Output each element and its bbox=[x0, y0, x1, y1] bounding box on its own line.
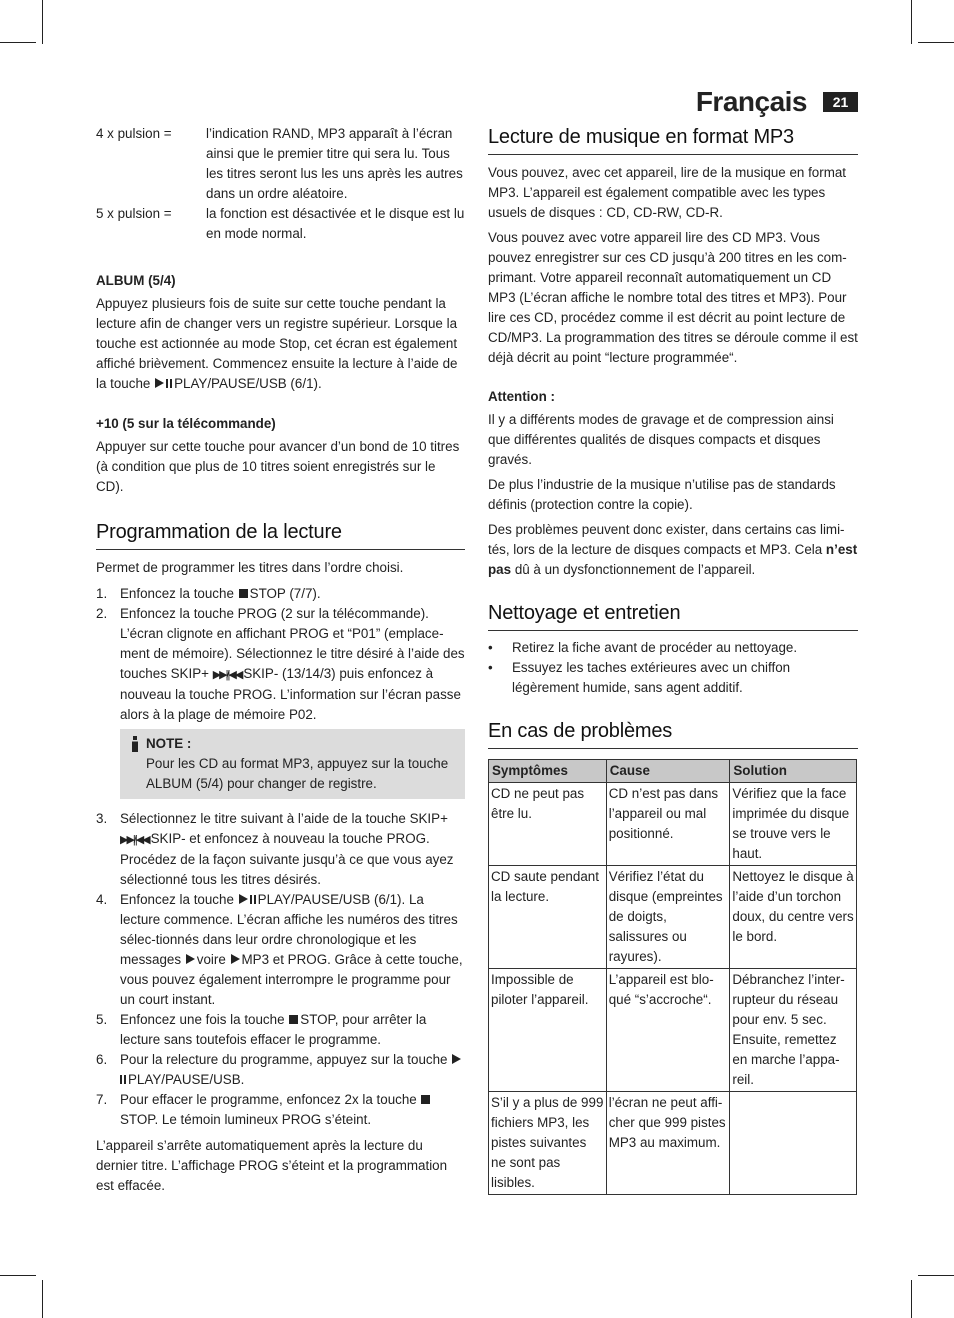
stop-icon bbox=[421, 1095, 430, 1104]
mp3-paragraph: Vous pouvez avec votre appareil lire des CD MP3. Vous pouvez enregistrer sur ces CD jusqu’à 200 titres en les com-primant. Votre appareil reconnaît automatiquement un CD MP3 (L’écran affiche le nombre total des titres et MP3). Pour lire ces CD, procédez comme il est décrit au point lecture de CD/MP3. La programmation des titres se déroule comme il est déjà décrit au point “lecture programmée“. bbox=[488, 230, 858, 365]
right-column bbox=[488, 124, 858, 1195]
step-text: MP3 et PROG. Grâce à cette touche, vous pouvez également interrompre le programme pour un court instant. bbox=[120, 952, 463, 1007]
album-title: ALBUM (5/4) bbox=[96, 273, 176, 288]
page-language-title: Français bbox=[695, 86, 807, 117]
programming-intro: Permet de programmer les titres dans l’ordre choisi. bbox=[96, 560, 404, 575]
step-text: SKIP- (13/14/3) puis enfoncez à nouveau la touche PROG. L’information sur l’écran passe alors à la plage de mémoire P02. bbox=[120, 666, 461, 722]
info-icon bbox=[130, 736, 140, 752]
rand-row bbox=[96, 124, 465, 204]
list-item bbox=[96, 890, 465, 1010]
step-text: Enfoncez la touche PROG (2 sur la télécommande). L’écran clignote en affichant PROG et “P01” (emplace-ment de mémoire). Sélectionnez le titre désiré à l’aide des touches SKIP+ bbox=[120, 606, 465, 681]
table-cell: Vérifiez que la face imprimée du disque se trouve vers le haut. bbox=[730, 783, 857, 866]
column-header-symptoms: Symptômes bbox=[489, 760, 607, 783]
table-cell bbox=[730, 1092, 857, 1195]
programming-heading: Programmation de la lecture bbox=[96, 519, 465, 550]
table-cell: l’écran ne peut affi-cher que 999 pistes MP3 au maximum. bbox=[606, 1092, 730, 1195]
attention-paragraph: De plus l’industrie de la musique n’utilise pas de standards définis (protection contre la copie). bbox=[488, 477, 836, 512]
plus10-title: +10 (5 sur la télécommande) bbox=[96, 416, 276, 431]
step-text: STOP. Le témoin lumineux PROG s’éteint. bbox=[120, 1112, 372, 1127]
step-number: 2. bbox=[96, 606, 108, 621]
play-icon bbox=[239, 894, 248, 904]
step-number: 4. bbox=[96, 892, 108, 907]
step-text: STOP, pour arrêter la lecture sans toutefois effacer le programme. bbox=[120, 1012, 427, 1047]
skip-icons: ▶▶|/|◀◀ bbox=[212, 669, 242, 681]
rand-row-value: l’indication RAND, MP3 apparaît à l’écran ainsi que le premier titre qui sera lu. Tous les titres seront lus les uns après les autres dans un ordre aléatoire. bbox=[206, 126, 463, 201]
cleaning-item: Retirez la fiche avant de procéder au nettoyage. bbox=[512, 640, 798, 655]
list-item bbox=[96, 1050, 465, 1090]
note-box bbox=[120, 729, 465, 799]
attention-paragraph: Il y a différents modes de gravage et de compression ainsi que différentes qualités de disques compacts et disques gravés. bbox=[488, 412, 834, 467]
attention-text: dû à un dysfonctionnement de l’appareil. bbox=[514, 562, 756, 577]
play-icon bbox=[231, 954, 240, 964]
troubleshooting-table bbox=[488, 759, 857, 1195]
bullet: • bbox=[488, 640, 493, 655]
table-cell: CD n’est pas dans l’appareil ou mal positionné. bbox=[606, 783, 730, 866]
table-cell: CD saute pendant la lecture. bbox=[489, 866, 607, 969]
crop-mark bbox=[911, 0, 912, 44]
pause-icon bbox=[120, 1075, 126, 1084]
pause-icon bbox=[166, 379, 172, 388]
rand-row-value: la fonction est désactivée et le disque est lu en mode normal. bbox=[206, 206, 465, 241]
crop-mark bbox=[0, 42, 36, 43]
table-row bbox=[489, 783, 857, 866]
play-icon bbox=[186, 954, 195, 964]
rand-row-key: 5 x pulsion = bbox=[96, 206, 172, 221]
step-number: 1. bbox=[96, 586, 108, 601]
album-text bbox=[96, 294, 465, 394]
troubleshooting-heading: En cas de problèmes bbox=[488, 718, 858, 749]
step-text: PLAY/PAUSE/USB. bbox=[128, 1072, 245, 1087]
table-cell: S’il y a plus de 999 fichiers MP3, les pistes suivantes ne sont pas lisibles. bbox=[489, 1092, 607, 1195]
table-row bbox=[489, 969, 857, 1092]
pause-icon bbox=[250, 895, 256, 904]
list-item bbox=[488, 638, 858, 658]
cleaning-list bbox=[488, 638, 858, 698]
crop-mark bbox=[911, 1280, 912, 1318]
note-title: NOTE : bbox=[146, 736, 192, 751]
column-header-solution: Solution bbox=[730, 760, 857, 783]
crop-mark bbox=[42, 0, 43, 44]
left-column bbox=[96, 124, 465, 1196]
step-text: Enfoncez la touche bbox=[120, 586, 234, 601]
rand-row bbox=[96, 204, 465, 244]
step-text: Pour effacer le programme, enfoncez 2x la touche bbox=[120, 1092, 417, 1107]
table-row bbox=[489, 1092, 857, 1195]
mp3-paragraph: Vous pouvez, avec cet appareil, lire de la musique en format MP3. L’appareil est également compatible avec les types usuels de disques : CD, CD-RW, CD-R. bbox=[488, 165, 847, 220]
step-text: SKIP- et enfoncez à nouveau la touche PROG. Procédez de la façon suivante jusqu’à ce que vous ayez sélectionné tous les titres désirés. bbox=[120, 831, 454, 887]
table-header-row bbox=[489, 760, 857, 783]
crop-mark bbox=[0, 1275, 36, 1276]
cleaning-heading: Nettoyage et entretien bbox=[488, 600, 858, 631]
step-text: Enfoncez une fois la touche bbox=[120, 1012, 285, 1027]
step-text: voire bbox=[196, 952, 226, 967]
play-icon bbox=[155, 378, 164, 388]
step-number: 7. bbox=[96, 1092, 108, 1107]
play-icon bbox=[452, 1054, 461, 1064]
crop-mark bbox=[918, 42, 954, 43]
crop-mark bbox=[918, 1275, 954, 1276]
album-text-part: PLAY/PAUSE/USB (6/1). bbox=[174, 376, 322, 391]
programming-steps bbox=[96, 584, 465, 725]
list-item bbox=[488, 658, 858, 698]
step-text: PLAY/PAUSE/USB (6/1). La lecture commence. L’écran affiche les numéros des titres sélec-tionnés dans leur ordre chronologique et les messages bbox=[120, 892, 458, 967]
step-number: 3. bbox=[96, 811, 108, 826]
skip-icons: ▶▶|/|◀◀ bbox=[120, 834, 149, 846]
list-item bbox=[96, 1090, 465, 1130]
step-text: Enfoncez la touche bbox=[120, 892, 234, 907]
table-cell: CD ne peut pas être lu. bbox=[489, 783, 607, 866]
column-header-cause: Cause bbox=[606, 760, 730, 783]
programming-end: L’appareil s’arrête automatiquement après la lecture du dernier titre. L’affichage PROG s’éteint et la programmation est effacée. bbox=[96, 1138, 448, 1193]
rand-row-key: 4 x pulsion = bbox=[96, 126, 172, 141]
programming-steps-cont bbox=[96, 809, 465, 1130]
stop-icon bbox=[239, 589, 248, 598]
table-cell: Nettoyez le disque à l’aide d’un torchon doux, du centre vers le bord. bbox=[730, 866, 857, 969]
table-cell: Vérifiez l’état du disque (empreintes de doigts, salissures ou rayures). bbox=[606, 866, 730, 969]
attention-title: Attention : bbox=[488, 389, 555, 404]
attention-paragraph bbox=[488, 520, 858, 580]
list-item bbox=[96, 809, 465, 890]
stop-icon bbox=[289, 1015, 298, 1024]
step-text: Pour la relecture du programme, appuyez sur la touche bbox=[120, 1052, 448, 1067]
step-text: Sélectionnez le titre suivant à l’aide de la touche SKIP+ bbox=[120, 811, 448, 826]
list-item bbox=[96, 584, 465, 604]
page-number: 21 bbox=[823, 92, 858, 112]
note-text: Pour les CD au format MP3, appuyez sur la touche ALBUM (5/4) pour changer de registre. bbox=[146, 756, 449, 791]
bullet: • bbox=[488, 660, 493, 675]
step-number: 5. bbox=[96, 1012, 108, 1027]
plus10-text: Appuyer sur cette touche pour avancer d’un bond de 10 titres (à condition que plus de 10 titres soient enregistrés sur le CD). bbox=[96, 439, 460, 494]
table-cell: Impossible de piloter l’appareil. bbox=[489, 969, 607, 1092]
table-row bbox=[489, 866, 857, 969]
album-text-part: Appuyez plusieurs fois de suite sur cette touche pendant la lecture afin de changer vers un registre supérieur. Lorsque la touche est actionnée au mode Stop, cet écran est également affiché brièvement. Commencez ensuite la lecture à l’aide de la touche bbox=[96, 296, 458, 391]
crop-mark bbox=[42, 1280, 43, 1318]
table-cell: L’appareil est blo-qué “s’accroche“. bbox=[606, 969, 730, 1092]
step-text: STOP (7/7). bbox=[249, 586, 321, 601]
attention-emphasis: n’est pas bbox=[488, 542, 858, 577]
attention-text: Des problèmes peuvent donc exister, dans certains cas limi-tés, lors de la lecture de disques compacts et MP3. Cela bbox=[488, 522, 845, 557]
list-item bbox=[96, 604, 465, 725]
cleaning-item: Essuyez les taches extérieures avec un chiffon légèrement humide, sans agent additif. bbox=[512, 660, 791, 695]
step-number: 6. bbox=[96, 1052, 108, 1067]
mp3-heading: Lecture de musique en format MP3 bbox=[488, 124, 858, 155]
list-item bbox=[96, 1010, 465, 1050]
table-cell: Débranchez l’inter-rupteur du réseau pour env. 5 sec. Ensuite, remettez en marche l’appa-reil. bbox=[730, 969, 857, 1092]
